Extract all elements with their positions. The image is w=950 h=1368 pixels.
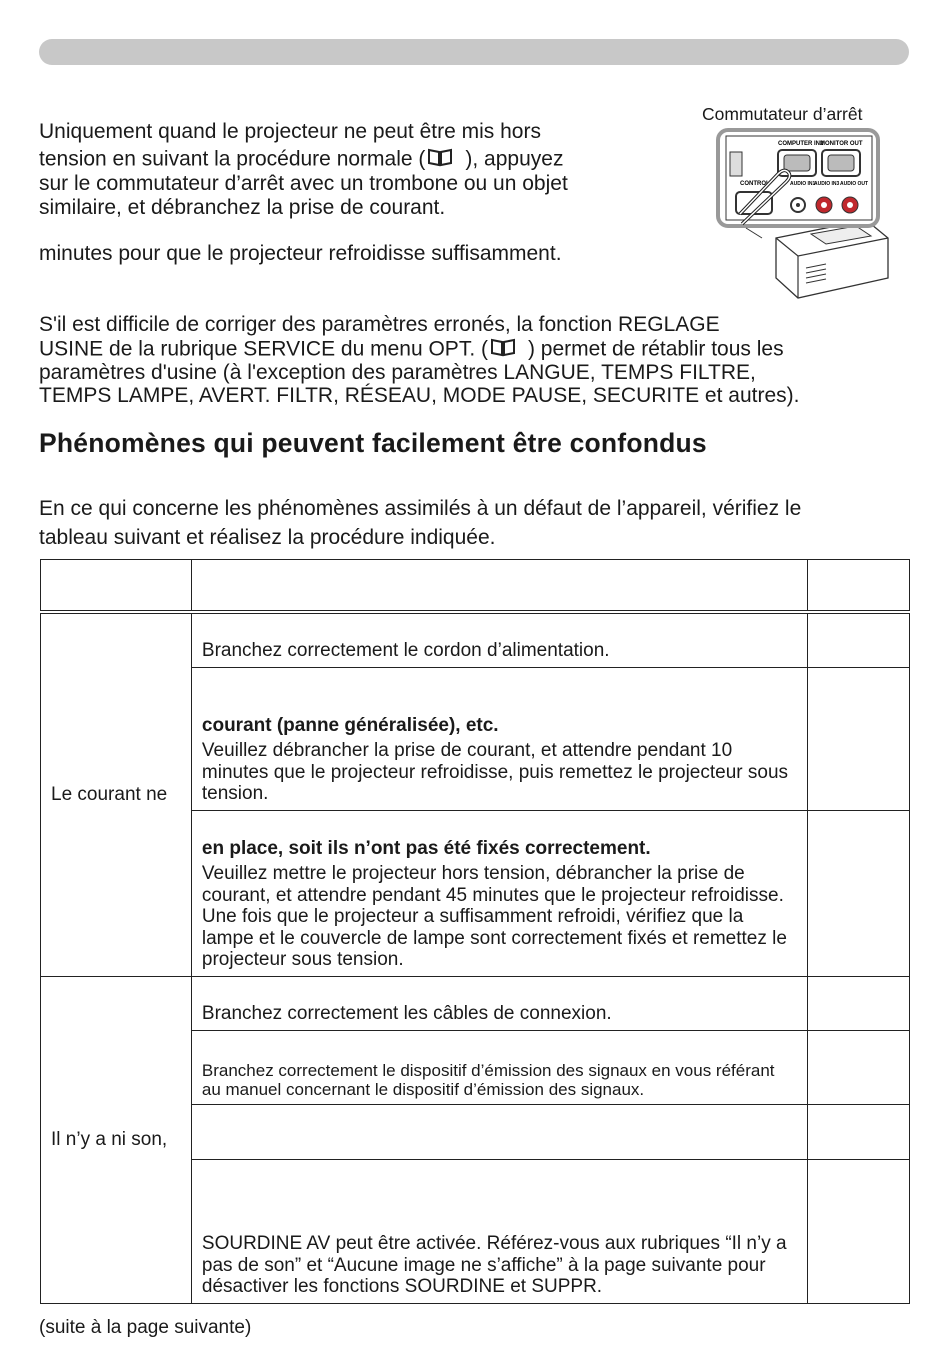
- continued-note: (suite à la page suivante): [39, 1317, 252, 1338]
- book-reference-icon: [490, 337, 516, 363]
- table-header-row: [41, 560, 910, 613]
- reset-line-2: [39, 337, 784, 363]
- figure-caption: Commutateur d’arrêt: [702, 104, 863, 124]
- cause-cell: [191, 976, 807, 1030]
- intro-line-3: sur le commutateur d’arrêt avec un trombone ou un objet: [39, 172, 568, 195]
- projector-figure: [716, 128, 896, 300]
- intro-line-1: Uniquement quand le projecteur ne peut être mis hors: [39, 120, 541, 143]
- remedy-text: Branchez correctement le cordon d’alimentation.: [201, 640, 610, 661]
- cause-bold-text: courant (panne généralisée), etc.: [201, 715, 499, 736]
- section-title: Phénomènes qui peuvent facilement être confondus: [39, 428, 707, 458]
- page-cell: [808, 1159, 910, 1303]
- reset-line-4: TEMPS LAMPE, AVERT. FILTR, RÉSEAU, MODE PAUSE, SECURITE et autres).: [39, 384, 800, 407]
- page-cell: [808, 1104, 910, 1159]
- cause-cell: [191, 1104, 807, 1159]
- port-label-audio-in1: AUDIO IN1: [790, 181, 816, 187]
- intro-line-2b: ), appuyez: [465, 147, 564, 171]
- port-label-monitor-out: MONITOR OUT: [820, 141, 863, 147]
- intro-line-2a: tension en suivant la procédure normale (: [39, 147, 426, 171]
- intro-line-2: [39, 147, 563, 173]
- reset-line-2a: USINE de la rubrique SERVICE du menu OPT. (: [39, 337, 488, 361]
- cause-cell: [191, 612, 807, 667]
- port-label-audio-out: AUDIO OUT: [840, 181, 869, 187]
- remedy-text: Branchez correctement le dispositif d’émission des signaux en vous référant au manuel concernant le dispositif d’émission des signaux.: [201, 1060, 775, 1099]
- table-row: [41, 612, 910, 667]
- cause-bold-text: en place, soit ils n’ont pas été fixés correctement.: [201, 838, 651, 859]
- port-label-control: CONTROL: [740, 181, 770, 187]
- section-intro-line-1: En ce qui concerne les phénomènes assimilés à un défaut de l’appareil, vérifiez le: [39, 497, 802, 520]
- page-cell: [808, 976, 910, 1030]
- page-cell: [808, 667, 910, 810]
- header-cell-cause: [191, 560, 807, 613]
- symptom-cell: Il n’y a ni son,: [41, 976, 192, 1303]
- page-cell: [808, 1030, 910, 1104]
- header-cell-symptom: [41, 560, 192, 613]
- remedy-text: Veuillez mettre le projecteur hors tension, débrancher la prise de courant, et attendre pendant 45 minutes que le projecteur refroidisse. Une fois que le projecteur a suffisamment refroidi, vérifiez que la lampe et le couvercle de lampe sont correctement fixés et remettez le projecteur sous tension.: [201, 863, 787, 970]
- remedy-text: Veuillez débrancher la prise de courant, et attendre pendant 10 minutes que le projecteur refroidisse, puis remettez le projecteur sous tension.: [201, 740, 789, 804]
- cause-cell: [191, 1030, 807, 1104]
- troubleshooting-table: [40, 559, 910, 1304]
- reset-line-1: S'il est difficile de corriger des paramètres erronés, la fonction REGLAGE: [39, 313, 720, 336]
- remedy-text: Branchez correctement les câbles de connexion.: [201, 1003, 612, 1024]
- section-intro-line-2: tableau suivant et réalisez la procédure indiquée.: [39, 526, 496, 549]
- port-label-computer-in2: COMPUTER IN2: [778, 141, 824, 147]
- remedy-text: SOURDINE AV peut être activée. Référez-vous aux rubriques “Il n’y a pas de son” et “Aucune image ne s’affiche” à la page suivante pour désactiver les fonctions SOURDINE et SUPPR.: [201, 1233, 787, 1297]
- book-reference-icon: [427, 147, 453, 173]
- table-row: [41, 976, 910, 1030]
- header-cell-page: [808, 560, 910, 613]
- symptom-cell: Le courant ne: [41, 612, 192, 976]
- reset-line-2b: ) permet de rétablir tous les: [527, 337, 784, 361]
- cause-cell: [191, 1159, 807, 1303]
- page-cell: [808, 612, 910, 667]
- cause-cell: [191, 810, 807, 976]
- header-bar: [39, 39, 909, 65]
- cause-cell: [191, 667, 807, 810]
- intro-line-5: minutes pour que le projecteur refroidisse suffisamment.: [39, 242, 562, 265]
- reset-line-3: paramètres d'usine (à l'exception des paramètres LANGUE, TEMPS FILTRE,: [39, 361, 756, 384]
- intro-line-4: similaire, et débranchez la prise de courant.: [39, 196, 446, 219]
- port-label-audio-in3: AUDIO IN3: [814, 181, 840, 187]
- page-cell: [808, 810, 910, 976]
